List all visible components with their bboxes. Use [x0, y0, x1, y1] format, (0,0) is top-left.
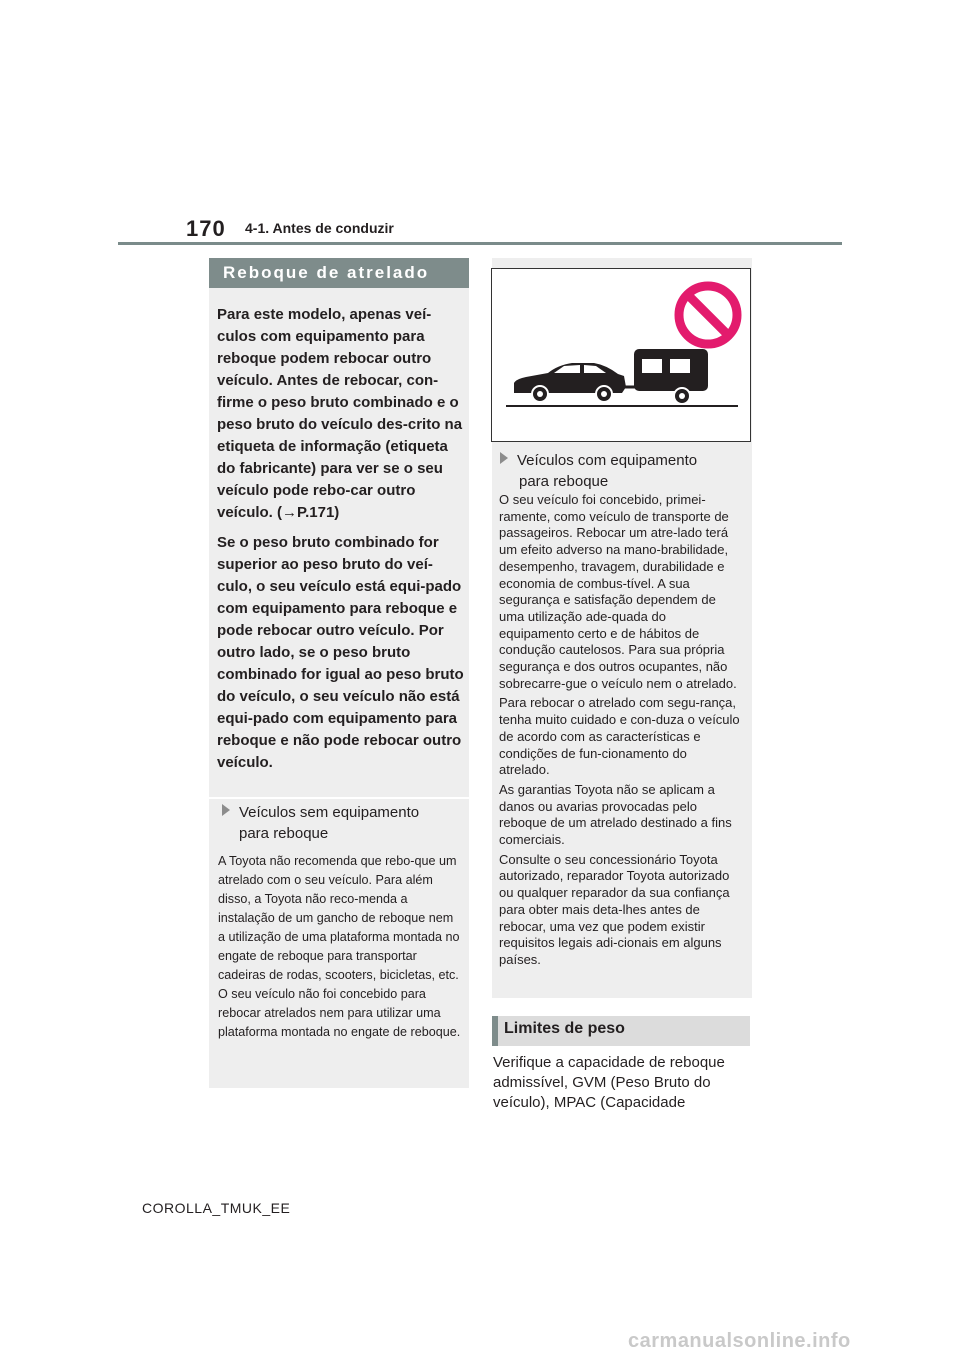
paragraph-4: Consulte o seu concessionário Toyota autorizado, reparador Toyota autorizado ou qualquer reparador da sua confiança para obter mais deta-lhes antes de rebocar, uma vez que podem existir requisitos legais adi-cionais em alguns países. — [499, 851, 730, 967]
section-title: Reboque de atrelado — [209, 258, 469, 288]
chapter-title: 4-1. Antes de conduzir — [245, 220, 394, 236]
box-divider — [209, 797, 469, 799]
paragraph-2: Para rebocar o atrelado com segu-rança, tenha muito cuidado e con-duza o veículo de acordo com as características e condições de fun-cionamento do atrelado. — [499, 695, 740, 778]
watermark: carmanualsonline.info — [628, 1330, 851, 1352]
sub-heading-line2: para reboque — [239, 825, 329, 842]
triangle-bullet-icon — [500, 452, 508, 464]
model-code: COROLLA_TMUK_EE — [142, 1200, 291, 1216]
paragraph-3: As garantias Toyota não se aplicam a danos ou avarias provocadas pelo reboque de um atrelado destinado a fins comerciais. — [499, 781, 732, 848]
weight-section-title: Limites de peso — [504, 1020, 625, 1037]
sub-heading-line1: Veículos sem equipamento — [239, 804, 420, 821]
page-number: 170 — [186, 216, 226, 241]
car-trailer-drawing — [492, 269, 750, 441]
weight-section-accent — [492, 1016, 498, 1046]
body-with-equipment — [499, 492, 741, 972]
no-towing-prohibition-icon — [679, 286, 737, 344]
sub-heading-no-equipment — [222, 802, 462, 844]
intro-text — [217, 304, 467, 782]
sub-heading-line1: Veículos com equipamento — [517, 452, 698, 469]
triangle-bullet-icon — [222, 804, 230, 816]
intro-paragraph-2: Se o peso bruto combinado for superior ao peso bruto do veí-culo, o seu veículo está equi-pado com equipamento para reboque e pode rebocar outro veículo. Por outro lado, se o peso bruto combinado for igual ao peso bruto do veículo, o seu veículo não está equi-pado com equipamento para reboque e não pode rebocar outro veículo. — [217, 534, 464, 771]
sub-heading-line2: para reboque — [519, 473, 609, 490]
towing-illustration — [491, 268, 751, 442]
intro-paragraph-1: Para este modelo, apenas veí-culos com equipamento para reboque podem rebocar outro veículo. Antes de rebocar, con-firme o peso bruto combinado e o peso bruto do veículo des-crito na etiqueta de informação (etiqueta do fabricante) para ver se o seu veículo pode rebo-car outro veículo. (→P.171) — [217, 306, 463, 521]
continued-text: Verifique a capacidade de reboque admissível, GVM (Peso Bruto do veículo), MPAC (Capacidade — [493, 1054, 725, 1111]
header-rule — [118, 242, 842, 245]
sub-heading-with-equipment — [500, 450, 740, 492]
body-no-equipment: A Toyota não recomenda que rebo-que um atrelado com o seu veículo. Para além disso, a Toyota não reco-menda a instalação de um gancho de reboque nem a utilização de uma plataforma montada no engate de reboque para transportar cadeiras de rodas, scooters, bicicletas, etc. O seu veículo não foi concebido para rebocar atrelados nem para utilizar uma plataforma montada no engate de reboque. — [218, 854, 461, 1039]
paragraph-1: O seu veículo foi concebido, primei-ramente, como veículo de transporte de passageiros. Rebocar um atre-lado terá um efeito adverso na mano-brabilidade, desempenho, travagem, durabilidade e economia de combus-tível. A sua segurança e satisfação dependem de uma utilização ade-quada do equipamento certo e de hábitos de condução cautelosos. Para sua própria segurança e dos outros ocupantes, não sobrecarre-gue o veículo nem o atrelado. — [499, 492, 737, 691]
